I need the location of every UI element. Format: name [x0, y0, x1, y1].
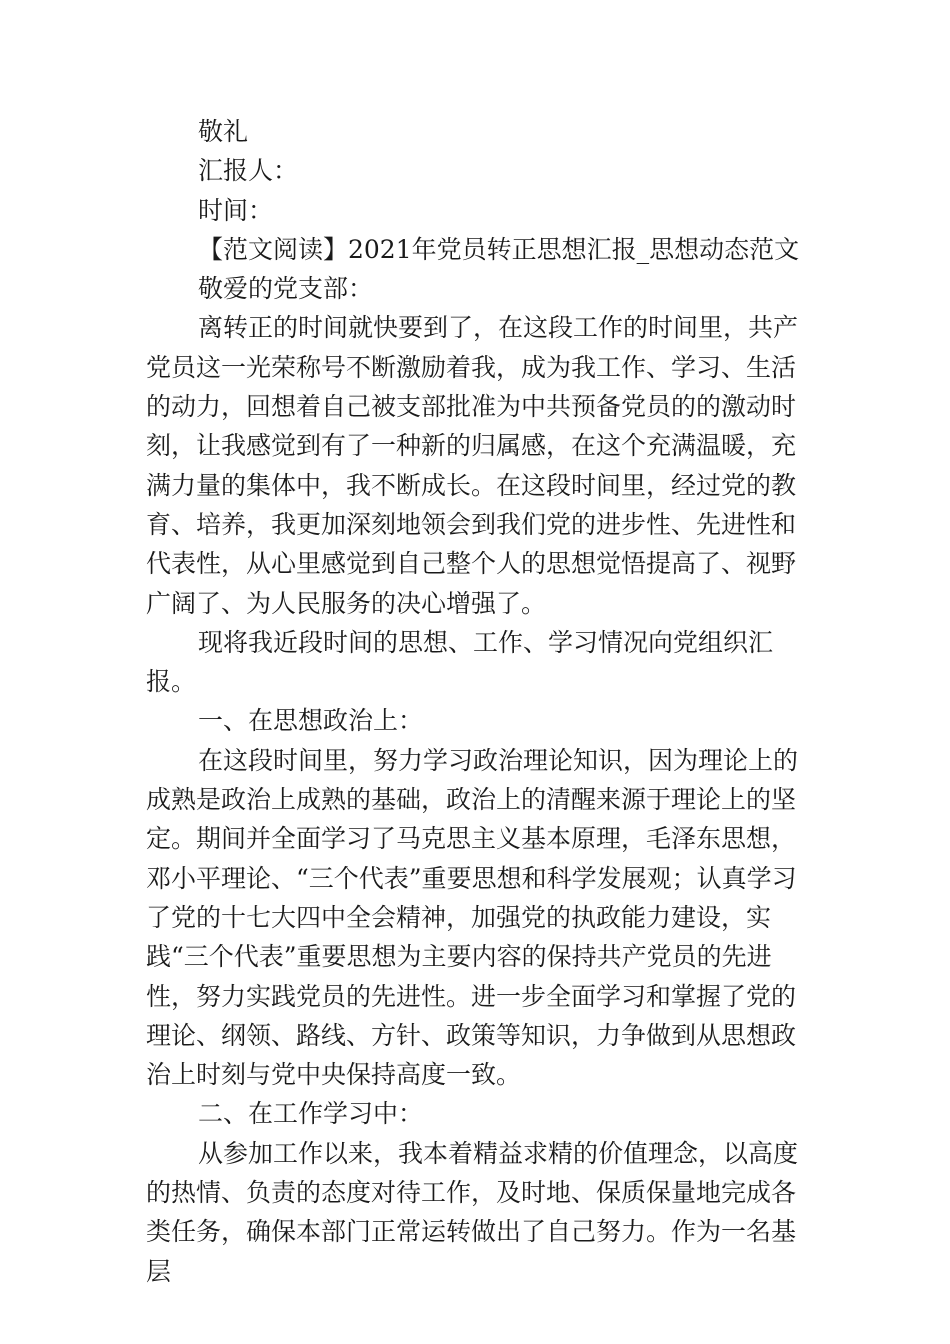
document-page: [146, 112, 806, 1291]
section-heading-2: 二、在工作学习中：: [198, 1099, 424, 1129]
article-title: 【范文阅读】2021年党员转正思想汇报_思想动态范文: [198, 234, 800, 264]
closing-salute: 敬礼: [198, 117, 249, 146]
section-heading-1: 一、在思想政治上：: [198, 706, 424, 736]
paragraph-intro: 离转正的时间就快要到了，在这段工作的时间里，共产党员这一光荣称号不断激励着我，成为我工作、学习、生活的动力，回想着自己被支部批准为中共预备党员的的激动时刻，让我感觉到有了一种新的归属感，在这个充满温暖，充满力量的集体中，我不断成长。在这段时间里，经过党的教育、培养，我更加深刻地领会到我们党的进步性、先进性和代表性，从心里感觉到自己整个人的思想觉悟提高了、视野广阔了、为人民服务的决心增强了。: [146, 313, 799, 618]
time-label: 时间：: [198, 195, 274, 225]
section-body-2: 从参加工作以来，我本着精益求精的价值理念，以高度的热情、负责的态度对待工作，及时地、保质保量地完成各类任务，确保本部门正常运转做出了自己努力。作为一名基层: [146, 1138, 799, 1286]
greeting: 敬爱的党支部：: [198, 274, 374, 304]
reporter-label: 汇报人：: [198, 156, 299, 186]
paragraph-summary: 现将我近段时间的思想、工作、学习情况向党组织汇报。: [146, 627, 774, 697]
section-body-1: 在这段时间里，努力学习政治理论知识，因为理论上的成熟是政治上成熟的基础，政治上的清醒来源于理论上的坚定。期间并全面学习了马克思主义基本原理，毛泽东思想，邓小平理论、“三个代表”重要思想和科学发展观；认真学习了党的十七大四中全会精神，加强党的执政能力建设，实践“三个代表”重要思想为主要内容的保持共产党员的先进性，努力实践党员的先进性。进一步全面学习和掌握了党的理论、纲领、路线、方针、政策等知识，力争做到从思想政治上时刻与党中央保持高度一致。: [146, 745, 799, 1090]
